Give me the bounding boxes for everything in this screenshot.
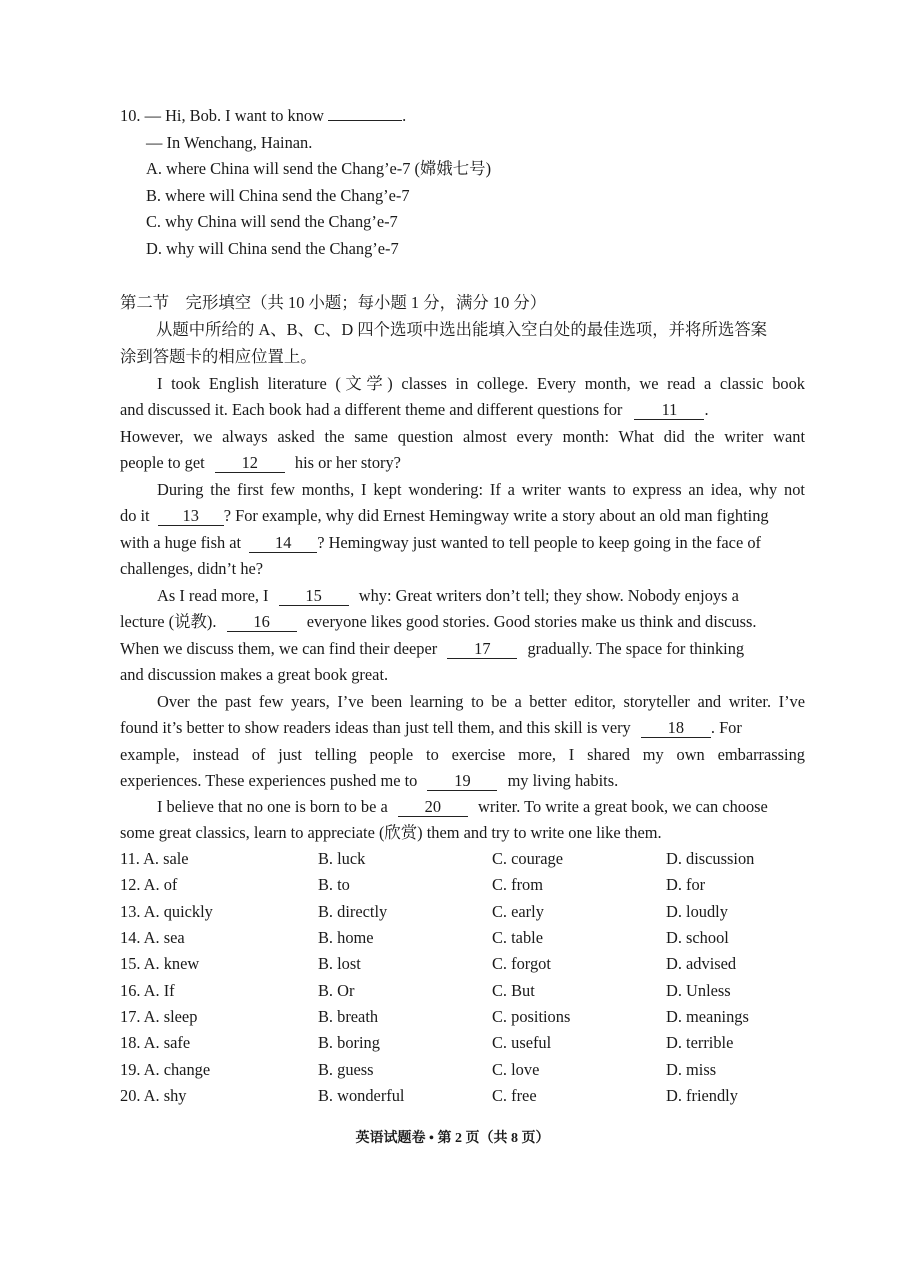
passage-line: However, we always asked the same question almost every month: What did the writer want [120, 427, 805, 446]
option-d: D. school [666, 928, 729, 947]
passage-text: experiences. These experiences pushed me to [120, 771, 418, 790]
option-b: B. guess [318, 1060, 374, 1079]
blank-13: 13 [158, 507, 224, 526]
passage-line [120, 612, 756, 632]
passage-line: and discussion makes a great book great. [120, 665, 389, 684]
page-footer: 英语试题卷 • 第 2 页（共 8 页） [355, 1131, 550, 1146]
option-b: B. boring [318, 1033, 380, 1052]
passage-line [120, 533, 761, 553]
option-c: C. useful [492, 1033, 552, 1052]
option-d: D. for [666, 875, 706, 894]
option-b: B. wonderful [318, 1086, 405, 1105]
passage-text: . [704, 400, 709, 419]
passage-text: and discussed it. Each book had a different theme and different questions for [120, 400, 623, 419]
passage-line [120, 453, 401, 473]
passage-line [120, 718, 742, 738]
section-instruction-1: 从题中所给的 A、B、C、D 四个选项中选出能填入空白处的最佳选项，并将所选答案 [156, 320, 768, 339]
q10-reply: — In Wenchang, Hainan. [146, 133, 313, 152]
option-d: D. friendly [666, 1086, 738, 1105]
blank-14: 14 [249, 534, 317, 553]
option-c: C. courage [492, 849, 563, 868]
q10-stem-suffix: . [402, 106, 407, 125]
option-d: D. meanings [666, 1007, 749, 1026]
q10-option-c: C. why China will send the Chang’e-7 [146, 212, 398, 231]
passage-text: why: Great writers don’t tell; they show. Nobody enjoys a [358, 586, 739, 605]
option-d: D. terrible [666, 1033, 734, 1052]
option-c: C. love [492, 1060, 540, 1079]
option-a: 16. A. If [120, 981, 175, 1000]
option-d: D. Unless [666, 981, 731, 1000]
blank-16: 16 [227, 613, 297, 632]
passage-line: some great classics, learn to appreciate (欣赏) them and try to write one like them. [120, 823, 662, 842]
option-d: D. miss [666, 1060, 717, 1079]
option-c: C. table [492, 928, 543, 947]
option-b: B. home [318, 928, 374, 947]
option-b: B. directly [318, 902, 388, 921]
option-a: 18. A. safe [120, 1033, 191, 1052]
passage-text: writer. To write a great book, we can choose [477, 797, 768, 816]
passage-text: with a huge fish at [120, 533, 242, 552]
passage-text: people to get [120, 453, 205, 472]
option-b: B. lost [318, 954, 361, 973]
q10-stem-prefix: 10. — Hi, Bob. I want to know [120, 106, 324, 125]
option-a: 13. A. quickly [120, 902, 213, 921]
passage-text: his or her story? [294, 453, 401, 472]
section-title: 第二节 完形填空（共 10 小题；每小题 1 分，满分 10 分） [120, 293, 547, 312]
option-a: 12. A. of [120, 875, 178, 894]
passage-text: gradually. The space for thinking [527, 639, 745, 658]
option-a: 14. A. sea [120, 928, 185, 947]
option-a: 17. A. sleep [120, 1007, 198, 1026]
option-b: B. breath [318, 1007, 379, 1026]
option-c: C. forgot [492, 954, 551, 973]
passage-line [157, 586, 739, 606]
passage-line [120, 639, 744, 659]
option-b: B. luck [318, 849, 366, 868]
option-c: C. positions [492, 1007, 571, 1026]
option-a: 20. A. shy [120, 1086, 187, 1105]
option-b: B. Or [318, 981, 355, 1000]
passage-text: When we discuss them, we can find their deeper [120, 639, 438, 658]
blank-19: 19 [427, 772, 497, 791]
passage-text: ? For example, why did Ernest Hemingway write a story about an old man fighting [223, 506, 769, 525]
passage-line [120, 771, 618, 791]
passage-text: do it [120, 506, 150, 525]
q10-option-d: D. why will China send the Chang’e-7 [146, 239, 399, 258]
blank-15: 15 [279, 587, 349, 606]
passage-line: During the first few months, I kept wondering: If a writer wants to express an idea, why not [157, 480, 805, 499]
passage-text: ? Hemingway just wanted to tell people to keep going in the face of [317, 533, 761, 552]
q10-stem [120, 106, 406, 126]
passage-text: everyone likes good stories. Good stories make us think and discuss. [306, 612, 757, 631]
option-a: 11. A. sale [120, 849, 189, 868]
option-b: B. to [318, 875, 350, 894]
option-a: 19. A. change [120, 1060, 211, 1079]
blank-11: 11 [634, 401, 704, 420]
passage-text: found it’s better to show readers ideas than just tell them, and this skill is very [120, 718, 631, 737]
passage-line: Over the past few years, I’ve been learning to be a better editor, storyteller and writer. I’ve [157, 692, 805, 711]
option-c: C. early [492, 902, 544, 921]
passage-text: As I read more, I [157, 586, 269, 605]
section-instruction-2: 涂到答题卡的相应位置上。 [120, 347, 317, 366]
passage-line [157, 797, 768, 817]
q10-option-b: B. where will China send the Chang’e-7 [146, 186, 410, 205]
passage-line [120, 400, 709, 420]
q10-blank [328, 120, 402, 121]
blank-17: 17 [447, 640, 517, 659]
passage-text: lecture (说教). [120, 612, 217, 631]
option-c: C. free [492, 1086, 537, 1105]
passage-text: my living habits. [507, 771, 619, 790]
option-a: 15. A. knew [120, 954, 200, 973]
option-c: C. But [492, 981, 535, 1000]
blank-20: 20 [398, 798, 468, 817]
option-d: D. advised [666, 954, 737, 973]
passage-text: . For [710, 718, 742, 737]
passage-line: example, instead of just telling people to exercise more, I shared my own embarrassing [120, 745, 805, 764]
blank-12: 12 [215, 454, 285, 473]
passage-line: I took English literature (文学) classes in college. Every month, we read a classic book [157, 374, 805, 393]
q10-option-a: A. where China will send the Chang’e-7 (嫦娥七号) [146, 159, 492, 178]
passage-line: challenges, didn’t he? [120, 559, 264, 578]
passage-text: I believe that no one is born to be a [157, 797, 388, 816]
blank-18: 18 [641, 719, 711, 738]
option-d: D. discussion [666, 849, 755, 868]
option-c: C. from [492, 875, 543, 894]
option-d: D. loudly [666, 902, 728, 921]
passage-line [120, 506, 769, 526]
